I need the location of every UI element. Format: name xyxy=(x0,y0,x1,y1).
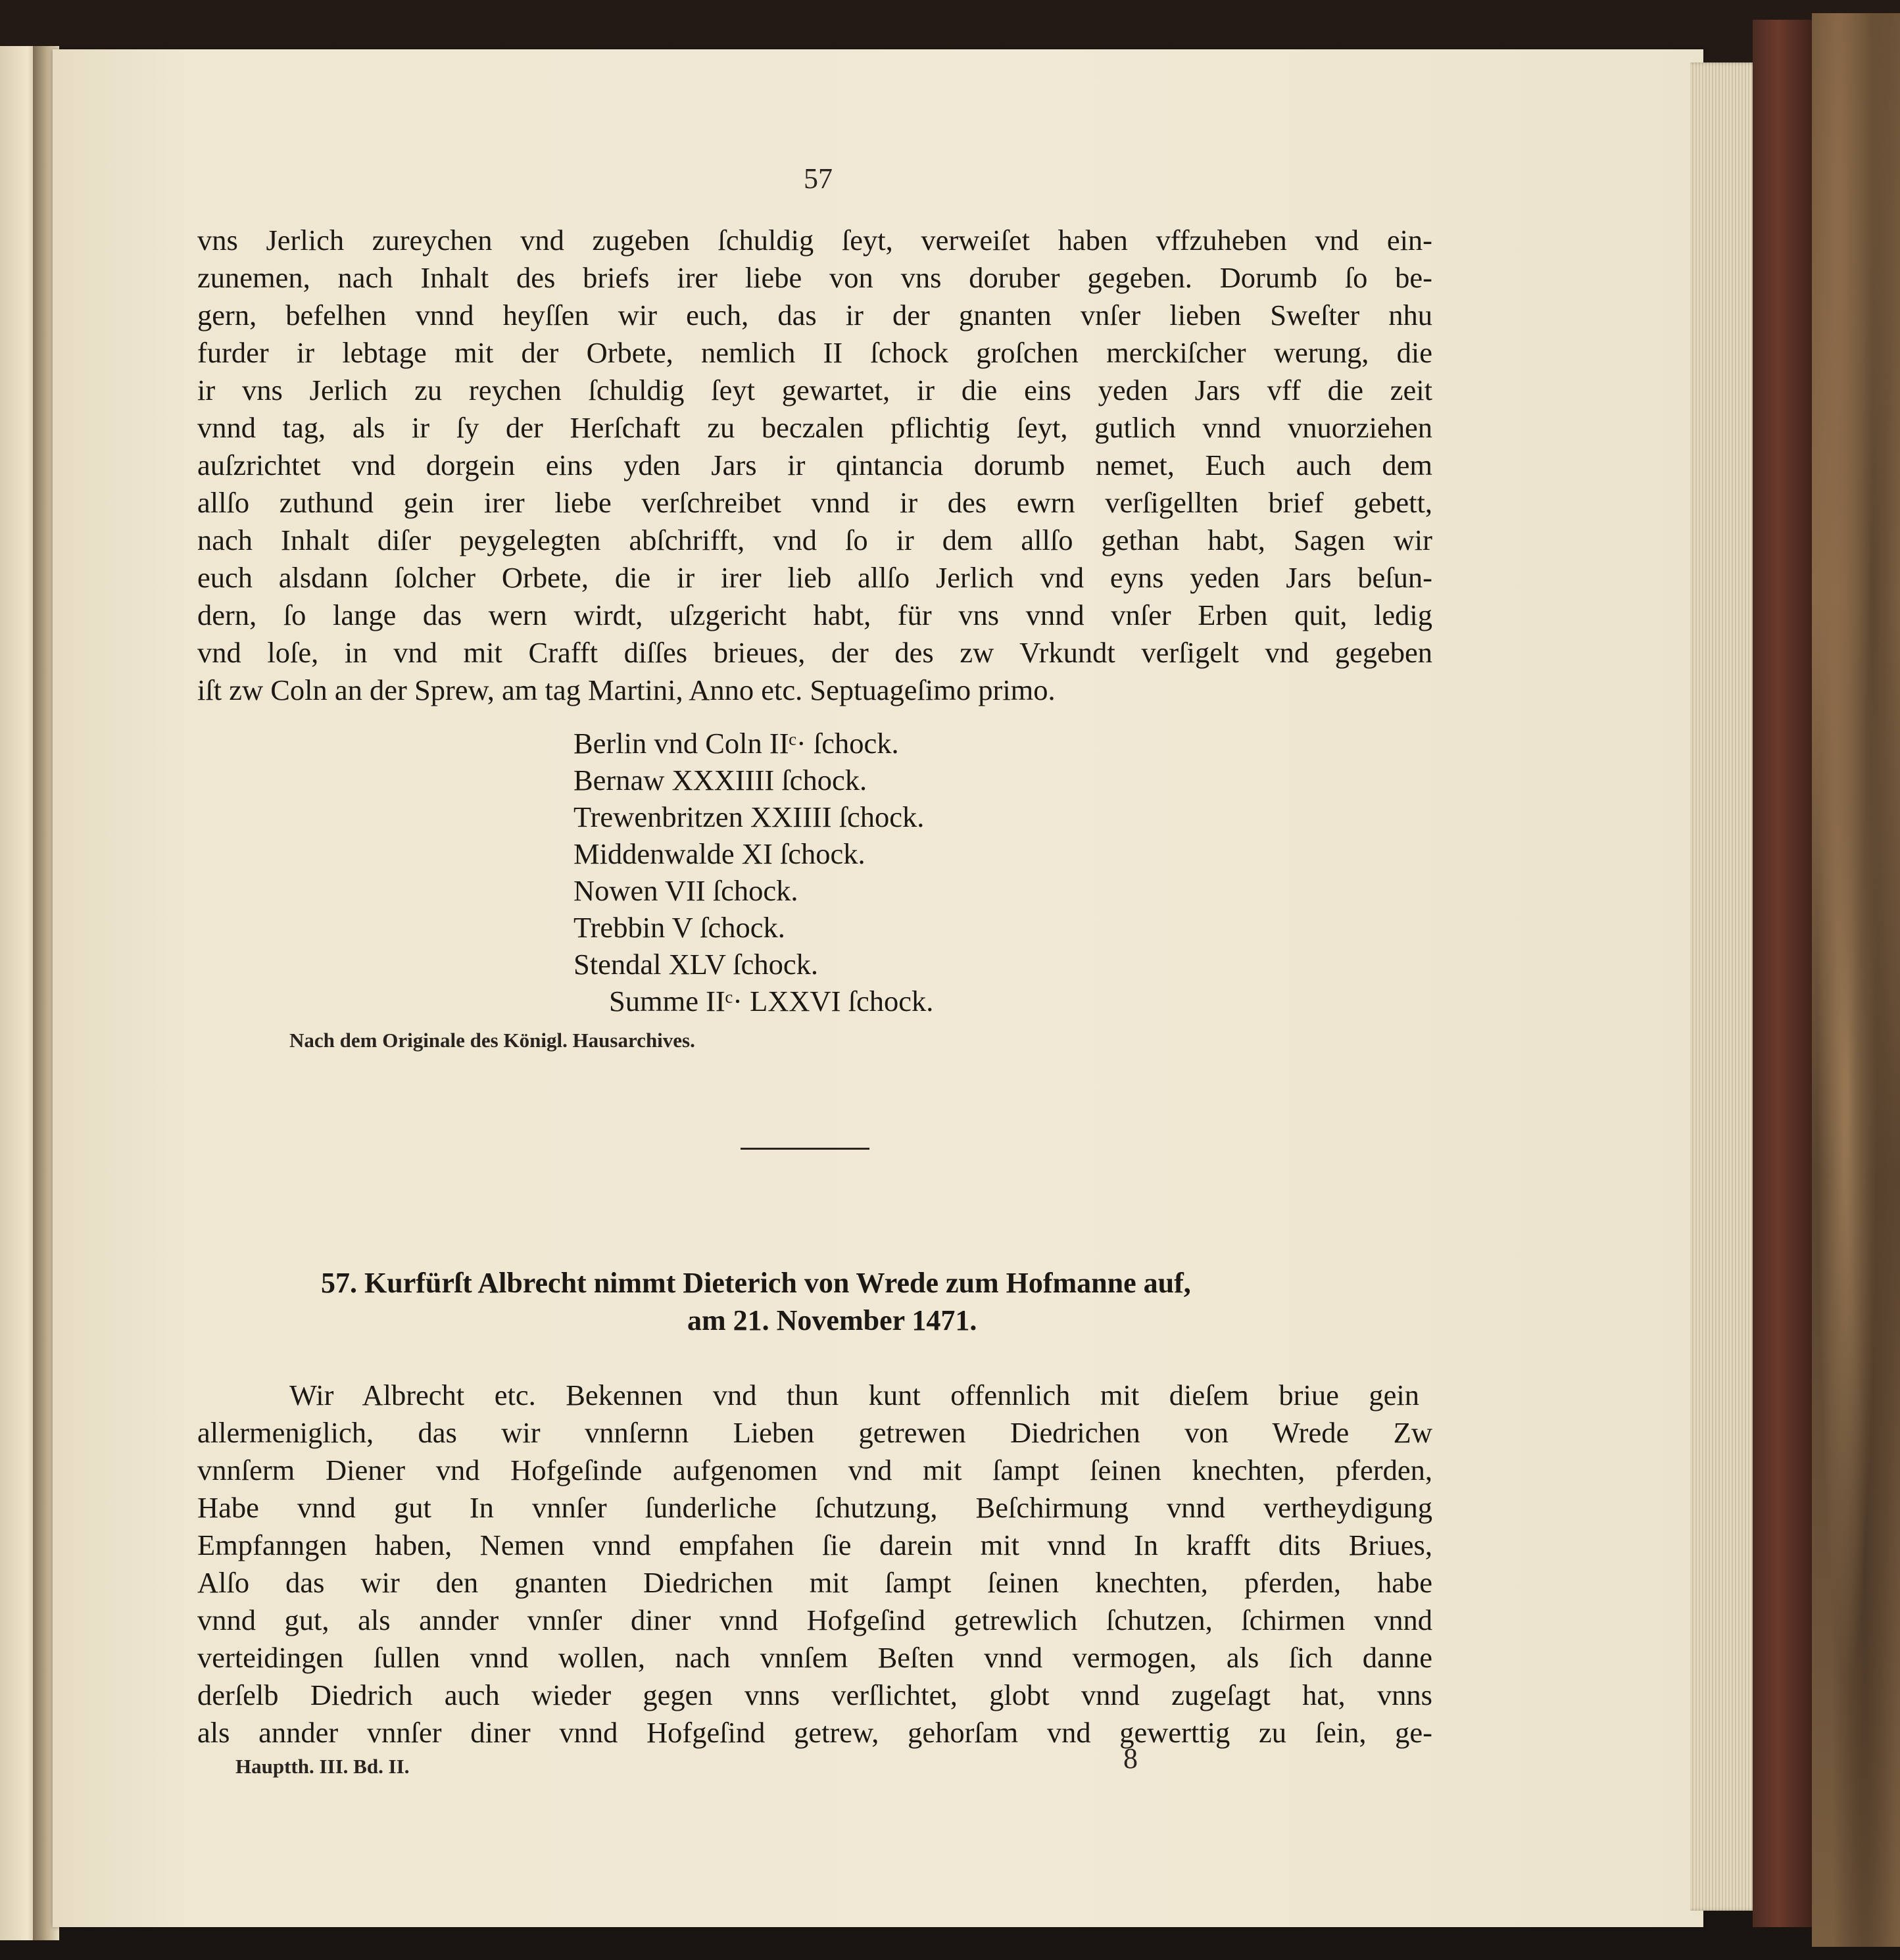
text-line: als annder vnnſer diner vnnd Hofgeſind getrew, gehorſam vnd gewerttig zu ſein, ge- xyxy=(197,1716,1432,1749)
text-line: vnnſerm Diener vnd Hofgeſinde aufgenomen vnd mit ſampt ſeinen knechten, pferden, xyxy=(197,1454,1432,1486)
text-line: vnnd gut, als annder vnnſer diner vnnd Hofgeſind getrewlich ſchutzen, ſchirmen vnnd xyxy=(197,1604,1432,1636)
text-line: vnd loſe, in vnd mit Crafft diſſes brieues, der des zw Vrkundt verſigelt vnd gegeben xyxy=(197,636,1432,669)
page-number: 57 xyxy=(804,162,833,195)
text-line: vnnd tag, als ir ſy der Herſchaft zu beczalen pflichtig ſeyt, gutlich vnnd vnuorziehen xyxy=(197,411,1432,444)
section-date: am 21. November 1471. xyxy=(687,1304,977,1336)
text-line: verteidingen ſullen vnnd wollen, nach vnnſem Beſten vnnd vermogen, als ſich danne xyxy=(197,1641,1432,1674)
text-line: dern, ſo lange das wern wirdt, uſzgericht habt, für vns vnnd vnſer Erben quit, ledig xyxy=(197,599,1432,631)
text-line: Wir Albrecht etc. Bekennen vnd thun kunt offennlich mit dieſem briue gein xyxy=(289,1379,1419,1411)
text-line: euch alsdann ſolcher Orbete, die ir irer lieb allſo Jerlich vnd eyns yeden Jars beſun- xyxy=(197,561,1432,594)
text-line: vns Jerlich zureychen vnd zugeben ſchuldig ſeyt, verweiſet haben vffzuheben vnd ein- xyxy=(197,224,1432,257)
footer-volume: Hauptth. III. Bd. II. xyxy=(235,1755,410,1778)
list-item: Trewenbritzen XXIIII ſchock. xyxy=(573,800,925,833)
text-line: furder ir lebtage mit der Orbete, nemlich II ſchock groſchen merckiſcher werung, die xyxy=(197,336,1432,369)
list-item: Trebbin V ſchock. xyxy=(573,911,785,944)
list-item: Berlin vnd Coln IIᶜ· ſchock. xyxy=(573,727,899,760)
list-item: Stendal XLV ſchock. xyxy=(573,948,819,981)
text-line: auſzrichtet vnd dorgein eins yden Jars ir qintancia dorumb nemet, Euch auch dem xyxy=(197,449,1432,481)
text-line: ir vns Jerlich zu reychen ſchuldig ſeyt gewartet, ir die eins yeden Jars vff die zeit xyxy=(197,374,1432,406)
book-cover-edge xyxy=(1753,20,1815,1927)
text-line: zunemen, nach Inhalt des briefs irer liebe von vns doruber gegeben. Dorumb ſo be- xyxy=(197,261,1432,294)
marbled-cover xyxy=(1812,13,1900,1947)
source-note: Nach dem Originale des Königl. Hausarchives. xyxy=(289,1029,695,1052)
text-line: allſo zuthund gein irer liebe verſchreibet vnnd ir des ewrn verſigellten brief gebett, xyxy=(197,486,1432,519)
text-line: gern, befelhen vnnd heyſſen wir euch, das ir der gnanten vnſer lieben Sweſter nhu xyxy=(197,299,1432,331)
section-divider xyxy=(741,1148,869,1150)
footer-signature: 8 xyxy=(1123,1742,1138,1775)
text-line: nach Inhalt diſer peygelegten abſchrifft, vnd ſo ir dem allſo gethan habt, Sagen wir xyxy=(197,524,1432,556)
section-heading: 57. Kurfürſt Albrecht nimmt Dieterich von Wrede zum Hofmanne auf, xyxy=(321,1267,1191,1299)
page-stack-edge xyxy=(1690,62,1756,1911)
text-line: iſt zw Coln an der Sprew, am tag Martini, Anno etc. Septuageſimo primo. xyxy=(197,674,1056,706)
text-line: Empfanngen haben, Nemen vnnd empfahen ſie darein mit vnnd In krafft dits Briues, xyxy=(197,1529,1432,1561)
text-line: Alſo das wir den gnanten Diedrichen mit ſampt ſeinen knechten, pferden, habe xyxy=(197,1566,1432,1599)
list-item: Summe IIᶜ· LXXVI ſchock. xyxy=(609,985,934,1017)
list-item: Middenwalde XI ſchock. xyxy=(573,837,865,870)
list-item: Nowen VII ſchock. xyxy=(573,874,798,907)
text-line: derſelb Diedrich auch wieder gegen vnns verſlichtet, globt vnnd zugeſagt hat, vnns xyxy=(197,1678,1432,1711)
text-line: allermeniglich, das wir vnnſernn Lieben getrewen Diedrichen von Wrede Zw xyxy=(197,1416,1432,1449)
list-item: Bernaw XXXIIII ſchock. xyxy=(573,764,867,796)
text-line: Habe vnnd gut In vnnſer ſunderliche ſchutzung, Beſchirmung vnnd vertheydigung xyxy=(197,1491,1432,1524)
